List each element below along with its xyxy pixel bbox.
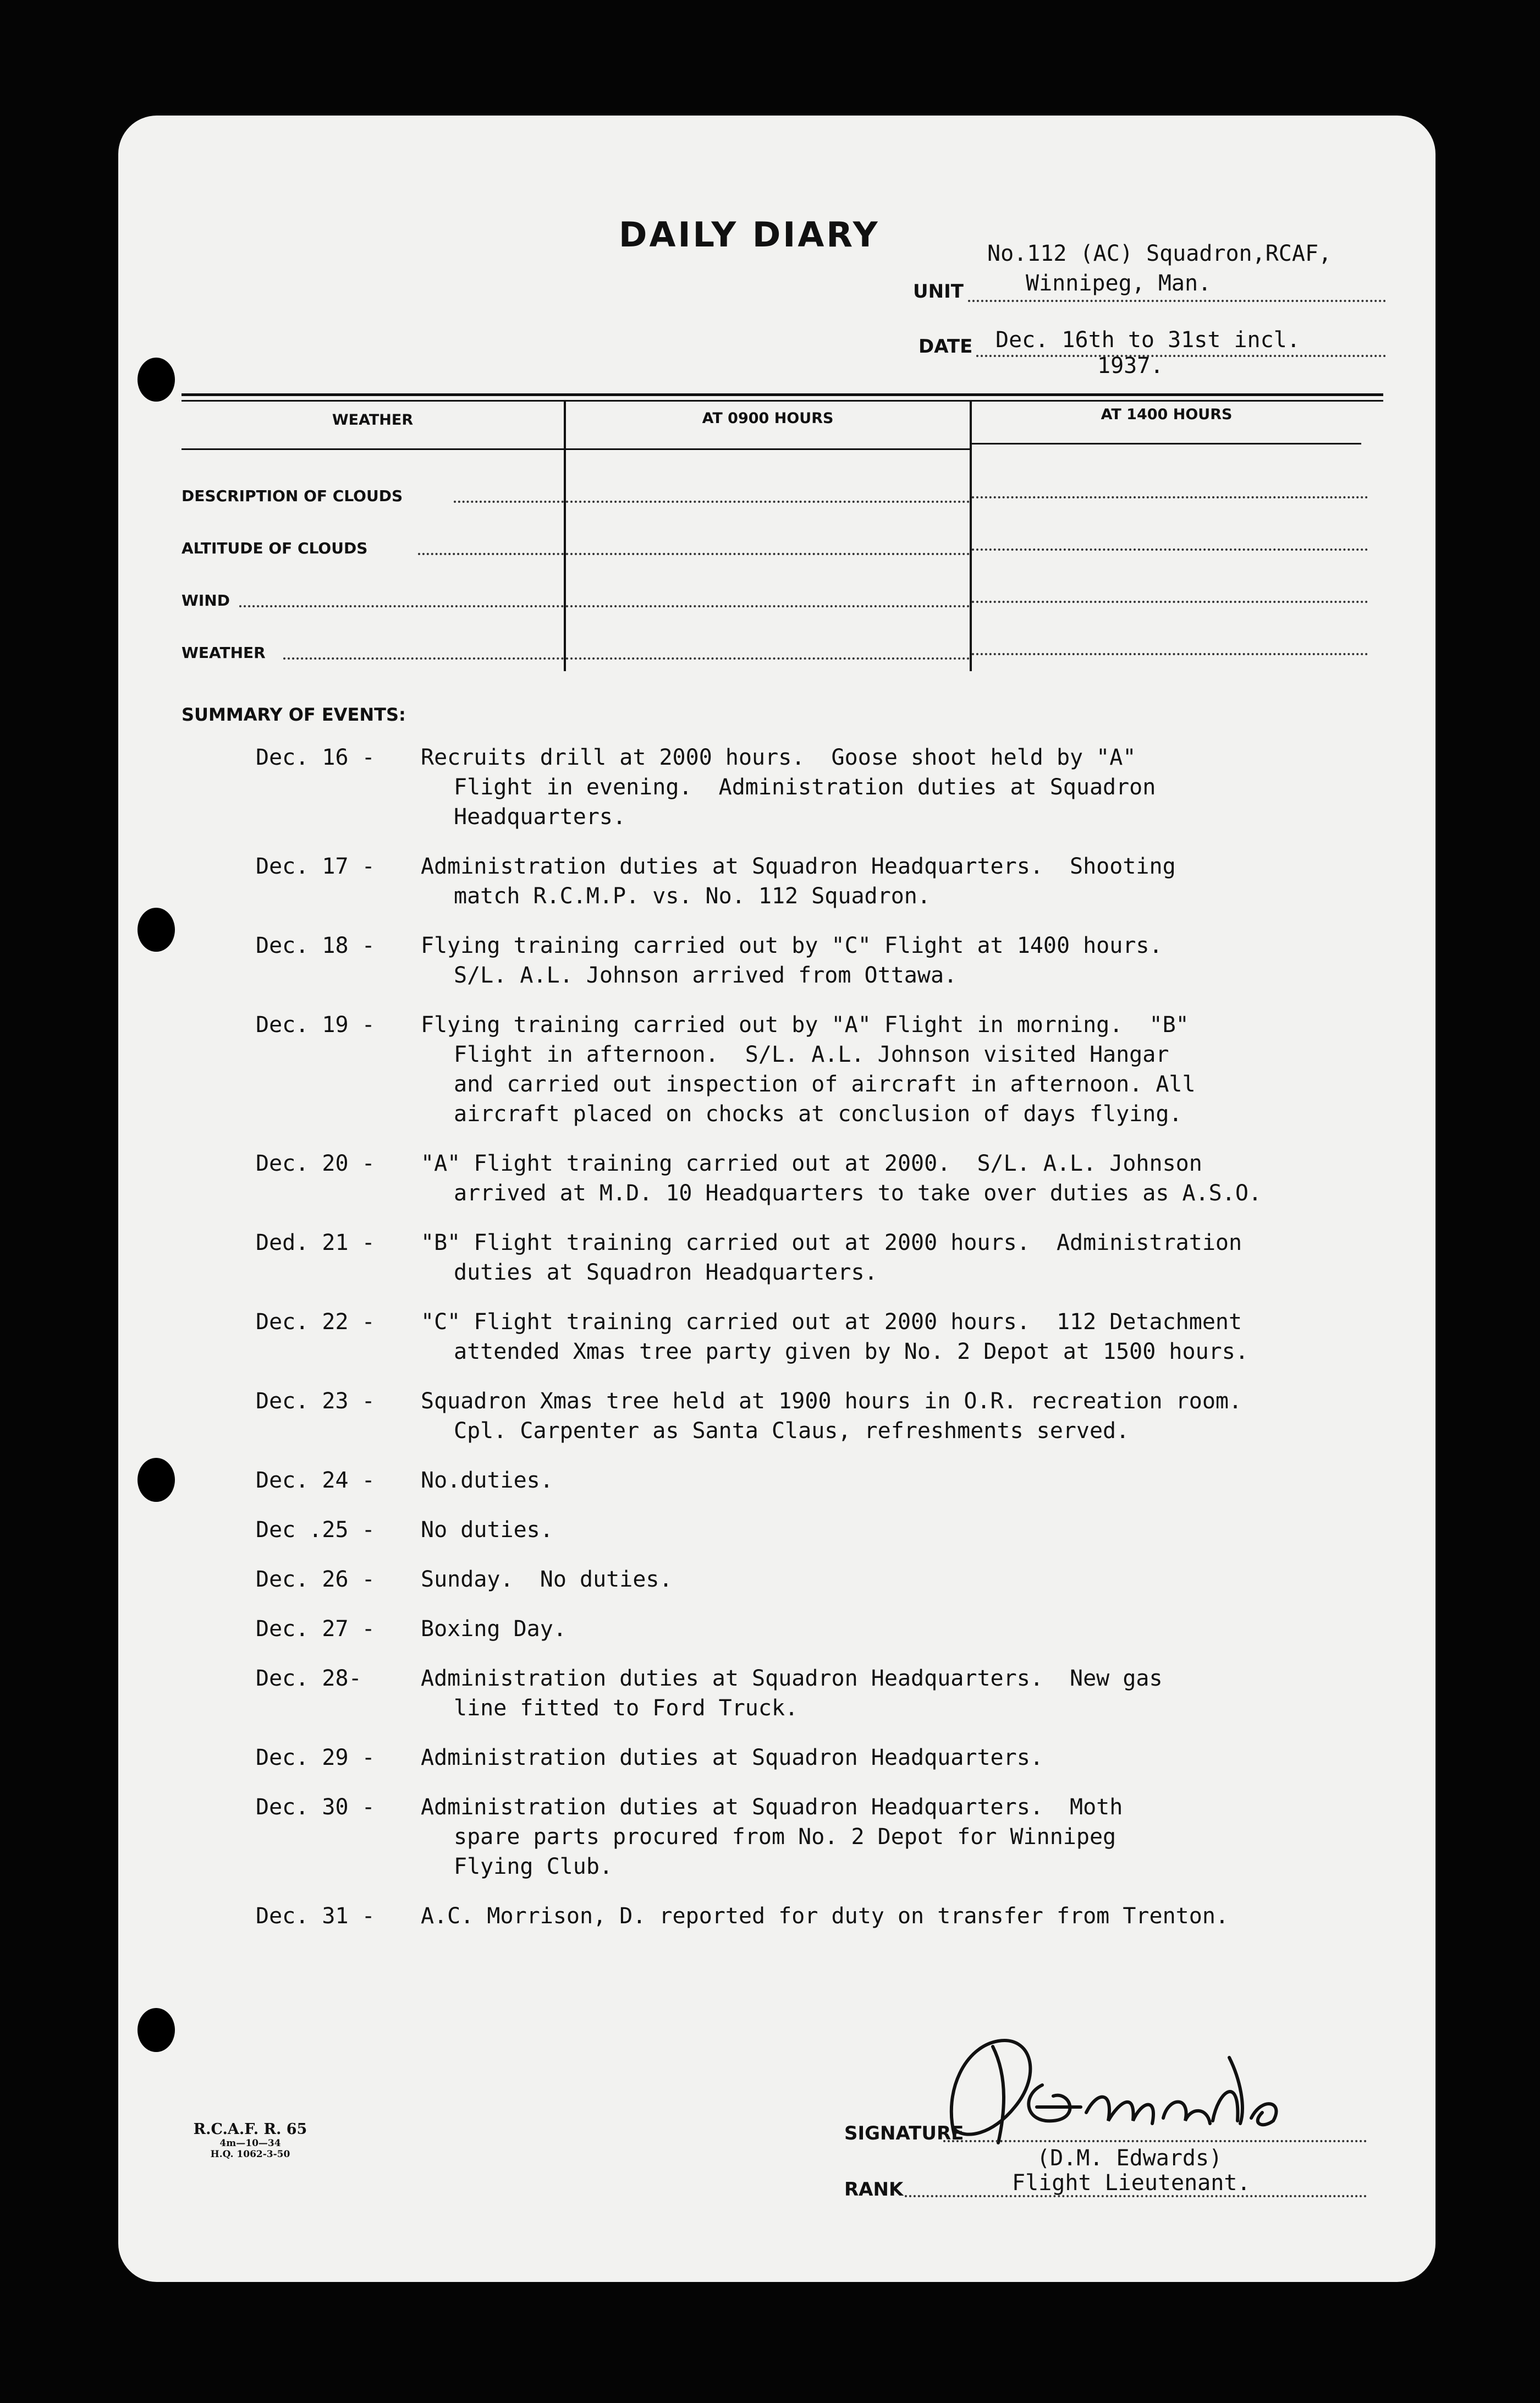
event-date: Dec. 24 - bbox=[256, 1468, 375, 1493]
date-line-2: 1937. bbox=[1097, 353, 1164, 378]
event-text bbox=[421, 931, 1411, 990]
diary-page bbox=[118, 116, 1436, 2282]
header-underline bbox=[566, 448, 970, 450]
event-line: Boxing Day. bbox=[421, 1616, 566, 1642]
event-line: "B" Flight training carried out at 2000 hours. Administration bbox=[421, 1230, 1242, 1255]
event-date: Dec. 29 - bbox=[256, 1745, 375, 1770]
table-top-rule bbox=[182, 393, 1383, 396]
event-entry bbox=[256, 1307, 1411, 1367]
event-line: Flight in evening. Administration duties at Squadron bbox=[454, 775, 1156, 800]
event-text bbox=[421, 1010, 1411, 1129]
event-text bbox=[421, 743, 1411, 832]
unit-line-1: No.112 (AC) Squadron,RCAF, bbox=[987, 241, 1332, 266]
summary-title: SUMMARY OF EVENTS: bbox=[182, 704, 406, 725]
event-line: line fitted to Ford Truck. bbox=[454, 1696, 799, 1721]
event-line: Flying Club. bbox=[454, 1854, 613, 1879]
unit-line-2: Winnipeg, Man. bbox=[1026, 271, 1212, 296]
event-entry bbox=[256, 1466, 1411, 1495]
form-code-line-3: H.Q. 1062-3-50 bbox=[210, 2149, 290, 2160]
row-wind: WIND bbox=[182, 591, 230, 610]
row-dots bbox=[566, 501, 970, 503]
event-text bbox=[421, 852, 1411, 911]
event-line: aircraft placed on chocks at conclusion of days flying. bbox=[454, 1101, 1182, 1127]
row-description-of-clouds: DESCRIPTION OF CLOUDS bbox=[182, 487, 403, 505]
row-dots bbox=[972, 653, 1368, 655]
table-top-rule-2 bbox=[182, 400, 1383, 402]
row-dots bbox=[239, 605, 564, 607]
header-underline bbox=[182, 448, 564, 450]
unit-label: UNIT bbox=[913, 281, 964, 303]
form-code bbox=[184, 2121, 316, 2160]
event-line: arrived at M.D. 10 Headquarters to take over duties as A.S.O. bbox=[454, 1181, 1262, 1206]
event-date: Dec .25 - bbox=[256, 1517, 375, 1543]
event-line: Administration duties at Squadron Headquarters. Shooting bbox=[421, 854, 1176, 879]
punch-hole bbox=[138, 2008, 175, 2052]
event-line: No duties. bbox=[421, 1517, 553, 1543]
event-line: Flying training carried out by "C" Flight at 1400 hours. bbox=[421, 933, 1163, 958]
signature-label: SIGNATURE bbox=[844, 2122, 964, 2144]
row-weather: WEATHER bbox=[182, 644, 266, 662]
event-line: Administration duties at Squadron Headquarters. bbox=[421, 1745, 1043, 1770]
event-date: Dec. 23 - bbox=[256, 1389, 375, 1414]
event-line: "A" Flight training carried out at 2000. S/L. A.L. Johnson bbox=[421, 1151, 1202, 1176]
signature-name: (D.M. Edwards) bbox=[1037, 2146, 1223, 2171]
event-line: Headquarters. bbox=[454, 804, 626, 830]
event-entry bbox=[256, 852, 1411, 911]
date-dotted-line bbox=[976, 355, 1386, 357]
row-dots bbox=[566, 657, 970, 660]
event-line: attended Xmas tree party given by No. 2 Depot at 1500 hours. bbox=[454, 1339, 1248, 1364]
event-line: Administration duties at Squadron Headquarters. New gas bbox=[421, 1666, 1163, 1691]
event-entry bbox=[256, 1901, 1411, 1931]
event-text bbox=[421, 1228, 1411, 1287]
event-entry bbox=[256, 1386, 1411, 1446]
event-line: Cpl. Carpenter as Santa Claus, refreshments served. bbox=[454, 1418, 1130, 1444]
row-dots bbox=[972, 601, 1368, 603]
event-date: Dec. 19 - bbox=[256, 1012, 375, 1038]
event-entry bbox=[256, 1515, 1411, 1545]
event-entry bbox=[256, 1792, 1411, 1881]
table-divider bbox=[564, 402, 566, 671]
event-date: Dec. 20 - bbox=[256, 1151, 375, 1176]
event-entry bbox=[256, 1565, 1411, 1594]
event-date: Dec. 31 - bbox=[256, 1903, 375, 1929]
date-label: DATE bbox=[919, 336, 973, 358]
event-date: Ded. 21 - bbox=[256, 1230, 375, 1255]
event-line: spare parts procured from No. 2 Depot for Winnipeg bbox=[454, 1824, 1116, 1850]
event-text bbox=[421, 1149, 1411, 1208]
event-date: Dec. 18 - bbox=[256, 933, 375, 958]
rank-value: Flight Lieutenant. bbox=[1012, 2170, 1251, 2196]
event-text bbox=[421, 1307, 1411, 1367]
event-entry bbox=[256, 1228, 1411, 1287]
event-line: and carried out inspection of aircraft in afternoon. All bbox=[454, 1072, 1196, 1097]
punch-hole bbox=[138, 1458, 175, 1502]
event-line: Flight in afternoon. S/L. A.L. Johnson visited Hangar bbox=[454, 1042, 1169, 1067]
event-line: Administration duties at Squadron Headquarters. Moth bbox=[421, 1795, 1123, 1820]
event-line: No.duties. bbox=[421, 1468, 553, 1493]
row-altitude-of-clouds: ALTITUDE OF CLOUDS bbox=[182, 539, 368, 557]
row-dots bbox=[418, 553, 564, 555]
events-list bbox=[256, 743, 1411, 1951]
event-date: Dec. 16 - bbox=[256, 745, 375, 770]
event-line: Recruits drill at 2000 hours. Goose shoot held by "A" bbox=[421, 745, 1136, 770]
0900-column-header: AT 0900 HOURS bbox=[702, 410, 834, 427]
punch-hole bbox=[138, 358, 175, 402]
row-dots bbox=[566, 605, 970, 607]
event-line: duties at Squadron Headquarters. bbox=[454, 1260, 878, 1285]
event-line: match R.C.M.P. vs. No. 112 Squadron. bbox=[454, 884, 931, 909]
event-text bbox=[421, 1565, 1411, 1594]
punch-hole bbox=[138, 908, 175, 952]
event-date: Dec. 27 - bbox=[256, 1616, 375, 1642]
event-text bbox=[421, 1792, 1411, 1881]
event-line: S/L. A.L. Johnson arrived from Ottawa. bbox=[454, 963, 958, 988]
event-date: Dec. 22 - bbox=[256, 1309, 375, 1335]
event-line: Sunday. No duties. bbox=[421, 1567, 673, 1592]
event-entry bbox=[256, 1149, 1411, 1208]
row-dots bbox=[972, 496, 1368, 498]
weather-column-header: WEATHER bbox=[332, 412, 414, 429]
event-text bbox=[421, 1466, 1411, 1495]
event-line: "C" Flight training carried out at 2000 hours. 112 Detachment bbox=[421, 1309, 1242, 1335]
event-date: Dec. 28- bbox=[256, 1666, 362, 1691]
event-line: Squadron Xmas tree held at 1900 hours in O.R. recreation room. bbox=[421, 1389, 1242, 1414]
event-date: Dec. 30 - bbox=[256, 1795, 375, 1820]
event-entry bbox=[256, 1614, 1411, 1644]
event-text bbox=[421, 1743, 1411, 1773]
row-dots bbox=[454, 501, 564, 503]
row-dots bbox=[972, 548, 1368, 551]
event-text bbox=[421, 1386, 1411, 1446]
1400-column-header: AT 1400 HOURS bbox=[1101, 406, 1233, 423]
unit-dotted-line bbox=[968, 300, 1386, 302]
event-entry bbox=[256, 1743, 1411, 1773]
event-text bbox=[421, 1614, 1411, 1644]
header-underline bbox=[972, 443, 1361, 445]
event-entry bbox=[256, 1010, 1411, 1129]
event-text bbox=[421, 1901, 1411, 1931]
event-entry bbox=[256, 931, 1411, 990]
form-code-line-2: 4m—10—34 bbox=[219, 2138, 281, 2149]
date-line-1: Dec. 16th to 31st incl. bbox=[996, 327, 1300, 353]
form-code-line-1: R.C.A.F. R. 65 bbox=[193, 2121, 307, 2138]
row-dots bbox=[283, 657, 564, 660]
event-date: Dec. 26 - bbox=[256, 1567, 375, 1592]
row-dots bbox=[566, 553, 970, 555]
event-line: Flying training carried out by "A" Flight in morning. "B" bbox=[421, 1012, 1189, 1038]
table-divider bbox=[970, 402, 972, 671]
event-text bbox=[421, 1515, 1411, 1545]
event-entry bbox=[256, 743, 1411, 832]
event-date: Dec. 17 - bbox=[256, 854, 375, 879]
signature-dotted-line bbox=[943, 2140, 1367, 2142]
event-entry bbox=[256, 1664, 1411, 1723]
event-text bbox=[421, 1664, 1411, 1723]
rank-label: RANK bbox=[844, 2179, 904, 2201]
page-title: DAILY DIARY bbox=[619, 215, 880, 255]
event-line: A.C. Morrison, D. reported for duty on transfer from Trenton. bbox=[421, 1903, 1229, 1929]
